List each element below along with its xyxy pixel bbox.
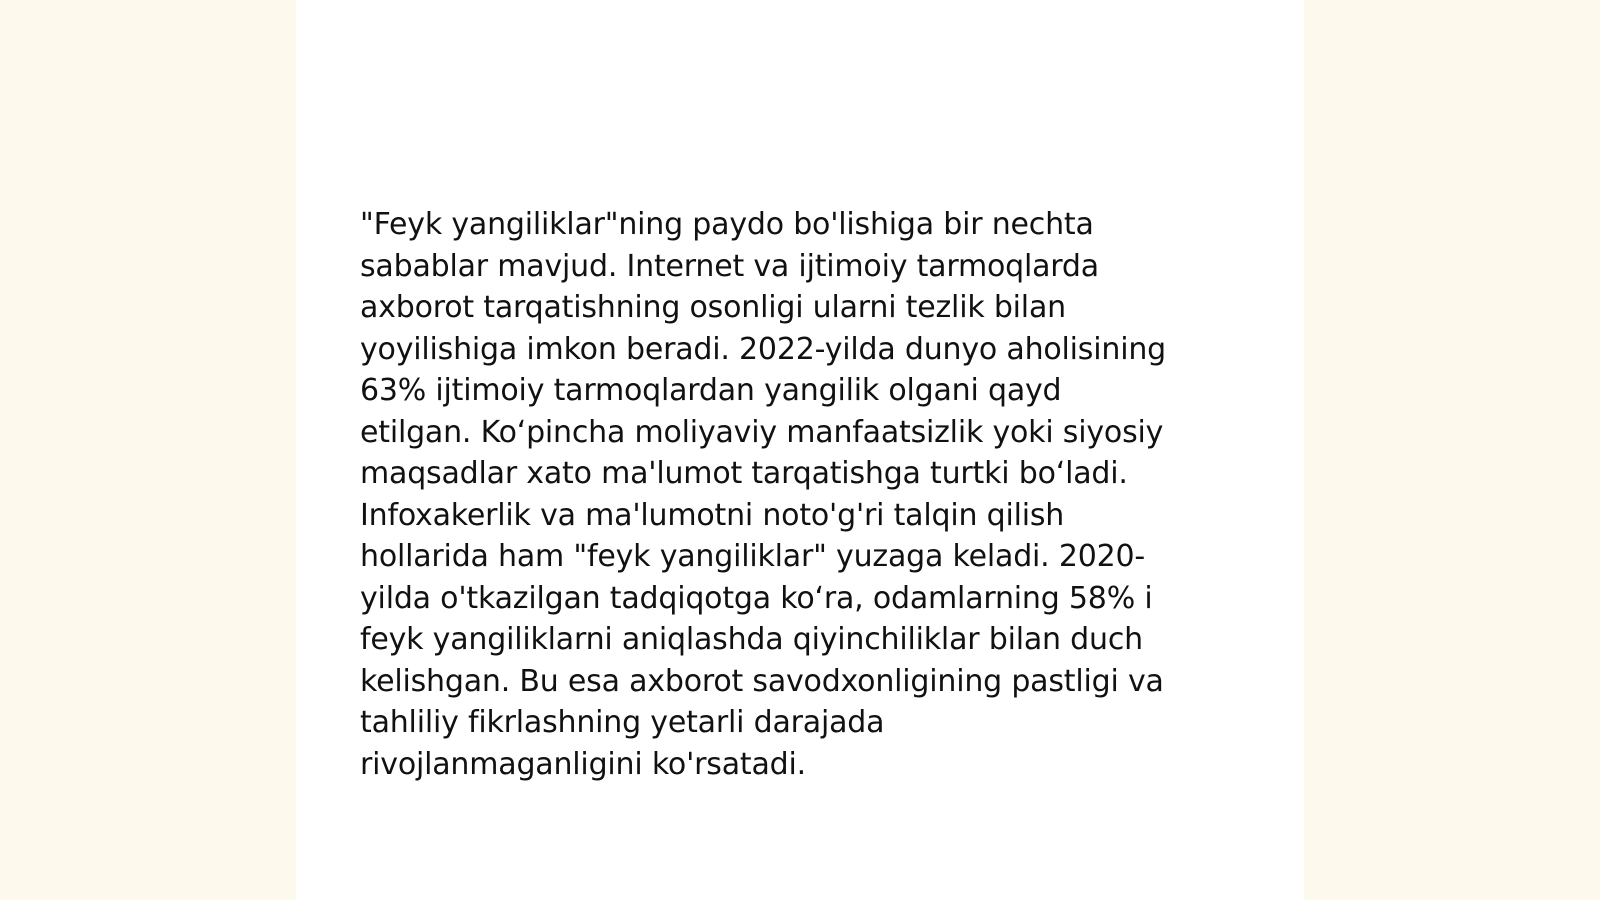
paragraph-line: "Feyk yangiliklar"ning paydo bo'lishiga bir nechta (360, 207, 1094, 242)
slide-page (296, 0, 1320, 900)
paragraph-line: hollarida ham "feyk yangiliklar" yuzaga keladi. 2020- (360, 539, 1146, 574)
paragraph-line: kelishgan. Bu esa axborot savodxonligining pastligi va (360, 663, 1164, 699)
paragraph-line: Infoxakerlik va ma'lumotni noto'g'ri talqin qilish (360, 497, 1065, 533)
right-margin-panel (1304, 0, 1600, 900)
paragraph-line: etilgan. Koʻpincha moliyaviy manfaatsizlik yoki siyosiy (360, 414, 1164, 450)
paragraph-line: feyk yangiliklarni aniqlashda qiyinchiliklar bilan duch (360, 622, 1143, 657)
paragraph-line: maqsadlar xato ma'lumot tarqatishga turtki boʻladi. (360, 456, 1128, 491)
paragraph-line: tahliliy fikrlashning yetarli darajada (360, 705, 885, 740)
left-margin-panel (0, 0, 296, 900)
paragraph-line: yilda o'tkazilgan tadqiqotga koʻra, odamlarning 58% i (360, 580, 1153, 616)
paragraph-line: sabablar mavjud. Internet va ijtimoiy tarmoqlarda (360, 248, 1099, 284)
body-paragraph (360, 204, 1260, 785)
paragraph-line: 63% ijtimoiy tarmoqlardan yangilik olgani qayd (360, 373, 1062, 408)
paragraph-line: axborot tarqatishning osonligi ularni tezlik bilan (360, 290, 1066, 325)
paragraph-line: rivojlanmaganligini ko'rsatadi. (360, 746, 806, 782)
paragraph-line: yoyilishiga imkon beradi. 2022-yilda dunyo aholisining (360, 331, 1166, 367)
